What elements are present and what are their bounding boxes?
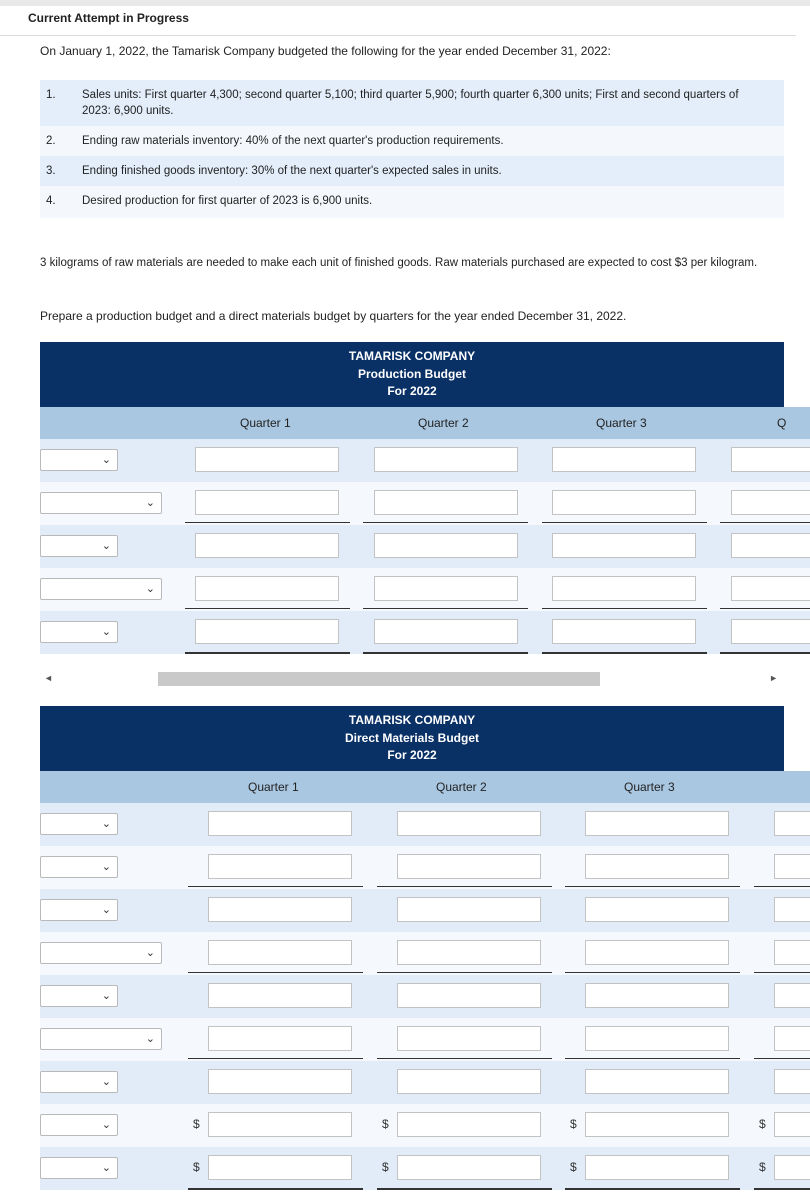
quarter-1-label: Quarter 1 <box>248 780 299 794</box>
scroll-right-icon[interactable]: ► <box>769 673 778 683</box>
q4-input[interactable] <box>774 854 810 879</box>
dollar-sign: $ <box>570 1160 577 1174</box>
q1-input[interactable] <box>195 533 339 558</box>
q3-input[interactable] <box>585 1026 729 1051</box>
q2-input[interactable] <box>374 490 518 515</box>
chevron-down-icon: ⌄ <box>145 947 155 959</box>
problem-intro: On January 1, 2022, the Tamarisk Company budgeted the following for the year ended December 31, 2022: <box>40 44 611 58</box>
q1-input[interactable] <box>208 1155 352 1180</box>
q3-input[interactable] <box>585 811 729 836</box>
total-underline <box>754 972 810 973</box>
total-underline <box>363 608 528 609</box>
materials-budget-header <box>40 706 784 771</box>
dollar-sign: $ <box>193 1117 200 1131</box>
budget-row <box>40 525 810 568</box>
total-underline <box>377 972 552 973</box>
budget-row <box>40 1018 810 1061</box>
total-underline <box>185 608 350 609</box>
total-underline <box>377 1188 552 1190</box>
budget-period: For 2022 <box>387 748 437 762</box>
total-underline <box>377 1058 552 1059</box>
q1-input[interactable] <box>208 983 352 1008</box>
row-label-select[interactable] <box>40 856 118 878</box>
problem-items <box>40 80 784 218</box>
q1-input[interactable] <box>208 897 352 922</box>
q3-input[interactable] <box>552 619 696 644</box>
company-name: TAMARISK COMPANY <box>348 713 476 727</box>
q2-input[interactable] <box>374 576 518 601</box>
total-underline <box>542 652 707 654</box>
q2-input[interactable] <box>397 1026 541 1051</box>
total-underline <box>720 608 810 609</box>
q1-input[interactable] <box>195 619 339 644</box>
total-underline <box>565 1058 740 1059</box>
quarter-1-label: Quarter 1 <box>240 416 291 430</box>
row-label-select[interactable] <box>40 899 118 921</box>
chevron-down-icon: ⌄ <box>145 497 155 509</box>
dollar-sign: $ <box>759 1160 766 1174</box>
q3-input[interactable] <box>585 1155 729 1180</box>
row-label-select[interactable] <box>40 1114 118 1136</box>
budget-row <box>40 568 810 611</box>
quarter-2-label: Quarter 2 <box>418 416 469 430</box>
chevron-down-icon: ⌄ <box>101 990 111 1002</box>
divider <box>0 35 796 36</box>
q2-input[interactable] <box>397 1112 541 1137</box>
dollar-sign: $ <box>382 1160 389 1174</box>
problem-item <box>40 80 784 126</box>
q2-input[interactable] <box>374 619 518 644</box>
q1-input[interactable] <box>195 447 339 472</box>
q1-input[interactable] <box>208 811 352 836</box>
q2-input[interactable] <box>374 447 518 472</box>
quarter-3-label: Quarter 3 <box>624 780 675 794</box>
q4-input[interactable] <box>731 576 810 601</box>
quarter-3-label: Quarter 3 <box>596 416 647 430</box>
q4-input[interactable] <box>774 1112 810 1137</box>
row-label-select[interactable] <box>40 1028 162 1050</box>
quarter-header-row <box>40 407 810 439</box>
total-underline <box>720 652 810 654</box>
item-text: Ending raw materials inventory: 40% of the next quarter's production requirements. <box>82 135 504 147</box>
q4-input[interactable] <box>774 1069 810 1094</box>
q4-input[interactable] <box>731 533 810 558</box>
item-number: 2. <box>46 135 56 147</box>
total-underline <box>188 972 363 973</box>
q1-input[interactable] <box>208 1026 352 1051</box>
problem-item <box>40 126 784 156</box>
budget-row <box>40 803 810 846</box>
row-label-select[interactable] <box>40 1157 118 1179</box>
q2-input[interactable] <box>397 897 541 922</box>
q1-input[interactable] <box>195 490 339 515</box>
row-label-select[interactable] <box>40 449 118 471</box>
problem-item <box>40 186 784 218</box>
q1-input[interactable] <box>195 576 339 601</box>
production-budget <box>40 342 810 670</box>
quarter-header-row <box>40 771 810 803</box>
budget-row <box>40 482 810 525</box>
q3-input[interactable] <box>552 490 696 515</box>
horizontal-scrollbar[interactable] <box>40 670 784 688</box>
item-text: Desired production for first quarter of 2023 is 6,900 units. <box>82 195 373 207</box>
dollar-sign: $ <box>193 1160 200 1174</box>
chevron-down-icon: ⌄ <box>101 818 111 830</box>
chevron-down-icon: ⌄ <box>101 626 111 638</box>
item-text: Sales units: First quarter 4,300; second quarter 5,100; third quarter 5,900; fourth quarter 6,300 units; First and second quarters of 2023: 6,900 units. <box>82 89 739 117</box>
item-number: 1. <box>46 89 56 101</box>
budget-row <box>40 611 810 654</box>
q2-input[interactable] <box>397 854 541 879</box>
total-underline <box>363 652 528 654</box>
q2-input[interactable] <box>397 983 541 1008</box>
total-underline <box>754 1058 810 1059</box>
budget-row <box>40 1147 810 1190</box>
budget-row <box>40 889 810 932</box>
total-underline <box>185 652 350 654</box>
chevron-down-icon: ⌄ <box>101 1162 111 1174</box>
dollar-sign: $ <box>570 1117 577 1131</box>
q3-input[interactable] <box>585 897 729 922</box>
row-label-select[interactable] <box>40 1071 118 1093</box>
budget-row <box>40 1061 810 1104</box>
chevron-down-icon: ⌄ <box>145 1033 155 1045</box>
q2-input[interactable] <box>374 533 518 558</box>
total-underline <box>565 972 740 973</box>
row-label-select[interactable] <box>40 492 162 514</box>
q1-input[interactable] <box>208 854 352 879</box>
total-underline <box>188 886 363 887</box>
total-underline <box>188 1058 363 1059</box>
budget-row <box>40 1104 810 1147</box>
item-text: Ending finished goods inventory: 30% of the next quarter's expected sales in units. <box>82 165 502 177</box>
row-label-select[interactable] <box>40 535 118 557</box>
q3-input[interactable] <box>585 983 729 1008</box>
q4-input[interactable] <box>774 983 810 1008</box>
q2-input[interactable] <box>397 1155 541 1180</box>
q3-input[interactable] <box>585 1112 729 1137</box>
chevron-down-icon: ⌄ <box>101 540 111 552</box>
chevron-down-icon: ⌄ <box>101 454 111 466</box>
total-underline <box>542 522 707 523</box>
total-underline <box>185 522 350 523</box>
total-underline <box>565 1188 740 1190</box>
attempt-status: Current Attempt in Progress <box>28 11 189 25</box>
quarter-2-label: Quarter 2 <box>436 780 487 794</box>
scrollbar-thumb[interactable] <box>158 672 600 686</box>
row-label-select[interactable] <box>40 942 162 964</box>
quarter-4-label: Q <box>777 416 787 430</box>
budget-period: For 2022 <box>387 384 437 398</box>
row-label-select[interactable] <box>40 813 118 835</box>
instructions: Prepare a production budget and a direct materials budget by quarters for the year ended December 31, 2022. <box>40 309 627 323</box>
item-number: 4. <box>46 195 56 207</box>
q4-input[interactable] <box>731 447 810 472</box>
total-underline <box>188 1188 363 1190</box>
total-underline <box>754 1188 810 1190</box>
problem-paragraph: 3 kilograms of raw materials are needed to make each unit of finished goods. Raw materials purchased are expected to cost $3 per kilogram. <box>40 257 758 269</box>
budget-title: Direct Materials Budget <box>344 731 480 745</box>
q4-input[interactable] <box>774 940 810 965</box>
q2-input[interactable] <box>397 940 541 965</box>
chevron-down-icon: ⌄ <box>101 861 111 873</box>
total-underline <box>565 886 740 887</box>
chevron-down-icon: ⌄ <box>145 583 155 595</box>
q1-input[interactable] <box>208 1069 352 1094</box>
q3-input[interactable] <box>552 533 696 558</box>
q2-input[interactable] <box>397 811 541 836</box>
chevron-down-icon: ⌄ <box>101 904 111 916</box>
q3-input[interactable] <box>585 1069 729 1094</box>
q1-input[interactable] <box>208 940 352 965</box>
row-label-select[interactable] <box>40 578 162 600</box>
total-underline <box>377 886 552 887</box>
q4-input[interactable] <box>774 897 810 922</box>
budget-row <box>40 975 810 1018</box>
q3-input[interactable] <box>552 576 696 601</box>
problem-item <box>40 156 784 186</box>
budget-title: Production Budget <box>358 367 466 381</box>
q4-input[interactable] <box>774 1026 810 1051</box>
q3-input[interactable] <box>585 854 729 879</box>
budget-row <box>40 846 810 889</box>
total-underline <box>754 886 810 887</box>
dollar-sign: $ <box>382 1117 389 1131</box>
chevron-down-icon: ⌄ <box>101 1076 111 1088</box>
scroll-left-icon[interactable]: ◄ <box>44 673 53 683</box>
q2-input[interactable] <box>397 1069 541 1094</box>
production-budget-header <box>40 342 784 407</box>
chevron-down-icon: ⌄ <box>101 1119 111 1131</box>
q3-input[interactable] <box>585 940 729 965</box>
dollar-sign: $ <box>759 1117 766 1131</box>
q4-input[interactable] <box>731 619 810 644</box>
company-name: TAMARISK COMPANY <box>348 349 476 363</box>
top-bar <box>0 0 810 6</box>
total-underline <box>363 522 528 523</box>
item-number: 3. <box>46 165 56 177</box>
q4-input[interactable] <box>774 1155 810 1180</box>
budget-row <box>40 439 810 482</box>
q1-input[interactable] <box>208 1112 352 1137</box>
row-label-select[interactable] <box>40 985 118 1007</box>
budget-row <box>40 932 810 975</box>
q4-input[interactable] <box>731 490 810 515</box>
row-label-select[interactable] <box>40 621 118 643</box>
q4-input[interactable] <box>774 811 810 836</box>
total-underline <box>720 522 810 523</box>
q3-input[interactable] <box>552 447 696 472</box>
total-underline <box>542 608 707 609</box>
direct-materials-budget <box>40 706 810 1199</box>
